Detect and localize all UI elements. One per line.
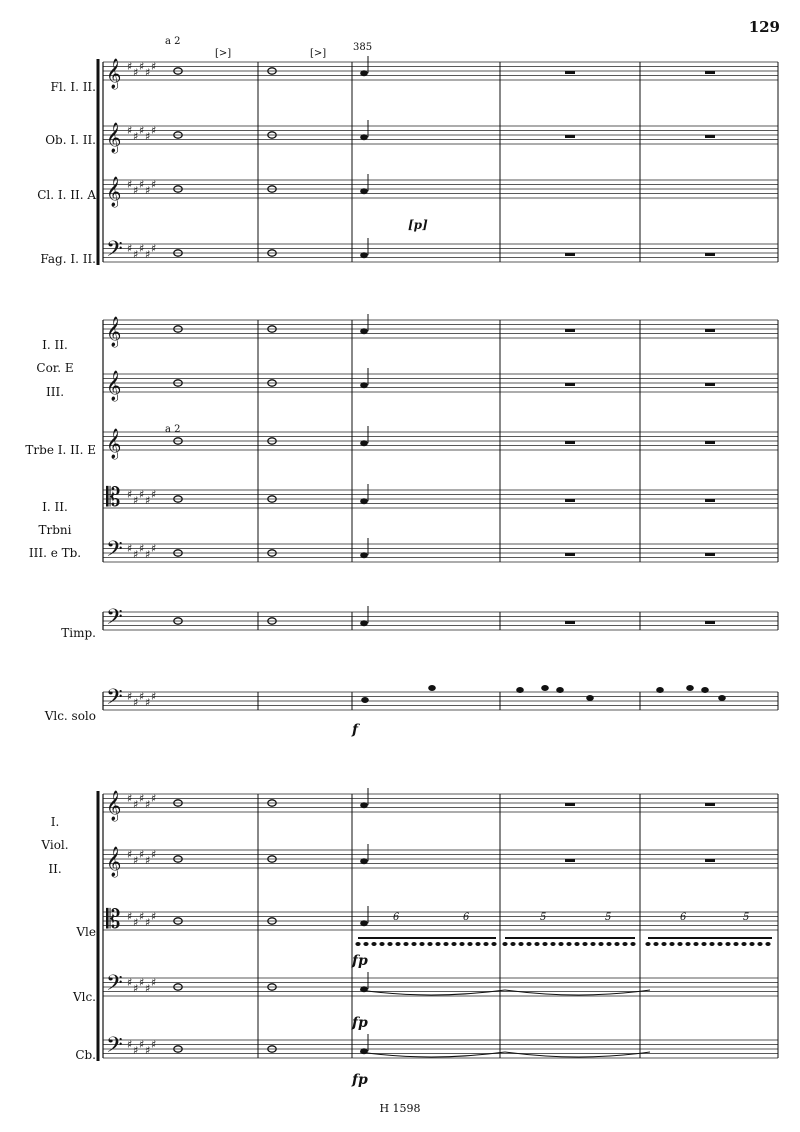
sharp-icon: ♯ [139, 178, 145, 191]
label-bassoons: Fag. I. II. [40, 252, 96, 266]
sharp-icon: ♯ [139, 792, 145, 805]
viola-note [725, 942, 730, 946]
solo-note [541, 685, 549, 691]
viola-note [411, 942, 416, 946]
eighth-note [360, 858, 368, 864]
sharp-icon: ♯ [139, 124, 145, 137]
tuplet-6-b: 6 [463, 912, 470, 923]
tie [360, 1052, 505, 1057]
viola-note [427, 942, 432, 946]
label-flutes: Fl. I. II. [50, 80, 96, 94]
viola-note [542, 942, 547, 946]
dynamic-forte: f [352, 722, 359, 738]
sharp-icon: ♯ [139, 976, 145, 989]
clef-icon: 𝄞 [106, 429, 122, 459]
sharp-icon: ♯ [139, 488, 145, 501]
dynamic-fp-violas: fp [352, 953, 368, 969]
eighth-note [360, 382, 368, 388]
sharp-icon: ♯ [139, 1038, 145, 1051]
sharp-icon: ♯ [127, 124, 133, 137]
viola-note [757, 942, 762, 946]
sharp-icon: ♯ [145, 548, 151, 561]
plate-number: H 1598 [379, 1102, 421, 1115]
viola-note [653, 942, 658, 946]
viola-note [510, 942, 515, 946]
clef-icon: 𝄢 [106, 237, 123, 267]
viola-note [371, 942, 376, 946]
sharp-icon: ♯ [133, 982, 139, 995]
solo-note [586, 695, 594, 701]
whole-rest-icon [565, 621, 575, 624]
measure-number: 385 [353, 42, 373, 53]
label-trombones-1-2: I. II. [42, 500, 68, 514]
sharp-icon: ♯ [145, 696, 151, 709]
sharp-icon: ♯ [127, 488, 133, 501]
whole-rest-icon [705, 859, 715, 862]
viola-note [677, 942, 682, 946]
whole-rest-icon [565, 441, 575, 444]
whole-rest-icon [565, 329, 575, 332]
sharp-icon: ♯ [133, 696, 139, 709]
whole-rest-icon [565, 553, 575, 556]
viola-note [459, 942, 464, 946]
label-horns: Cor. E [36, 361, 74, 375]
viola-note [685, 942, 690, 946]
eighth-note [360, 920, 368, 926]
sharp-icon: ♯ [133, 854, 139, 867]
a2-trumpets-mark: a 2 [165, 424, 181, 435]
clef-icon: 𝄡 [106, 483, 121, 513]
sharp-icon: ♯ [133, 548, 139, 561]
viola-note [701, 942, 706, 946]
viola-note [475, 942, 480, 946]
sharp-icon: ♯ [127, 178, 133, 191]
label-cellos: Vlc. [72, 990, 96, 1004]
sharp-icon: ♯ [151, 976, 157, 989]
sharp-icon: ♯ [127, 848, 133, 861]
whole-rest-icon [705, 553, 715, 556]
tuplet-6-c: 6 [680, 912, 687, 923]
viola-note [419, 942, 424, 946]
solo-note [428, 685, 436, 691]
label-oboes: Ob. I. II. [45, 133, 96, 147]
label-violas: Vle [76, 925, 96, 939]
viola-note [518, 942, 523, 946]
sharp-icon: ♯ [151, 124, 157, 137]
sharp-icon: ♯ [139, 848, 145, 861]
tuplet-5-c: 5 [743, 912, 750, 923]
dynamic-fp-cellos: fp [352, 1015, 368, 1031]
label-trombone-3-tuba: III. e Tb. [28, 546, 82, 560]
label-horn-3: III. [45, 385, 65, 399]
viola-note [693, 942, 698, 946]
eighth-note [360, 620, 368, 626]
viola-note [387, 942, 392, 946]
sharp-icon: ♯ [151, 178, 157, 191]
accent-bracket-1: [>] [215, 48, 232, 59]
sharp-icon: ♯ [133, 798, 139, 811]
viola-note [669, 942, 674, 946]
a2-flutes-mark: a 2 [165, 36, 181, 47]
viola-note [550, 942, 555, 946]
tuplet-6-a: 6 [393, 912, 400, 923]
viola-note [709, 942, 714, 946]
sharp-icon: ♯ [151, 848, 157, 861]
sharp-icon: ♯ [133, 130, 139, 143]
sharp-icon: ♯ [151, 792, 157, 805]
sharp-icon: ♯ [145, 916, 151, 929]
viola-note [582, 942, 587, 946]
label-timpani: Timp. [61, 626, 96, 640]
whole-rest-icon [705, 329, 715, 332]
sharp-icon: ♯ [145, 1044, 151, 1057]
viola-note [614, 942, 619, 946]
viola-note [395, 942, 400, 946]
sharp-icon: ♯ [133, 494, 139, 507]
sharp-icon: ♯ [127, 792, 133, 805]
clef-icon: 𝄢 [106, 537, 123, 567]
piano-bracket-mark: [p] [408, 218, 428, 232]
solo-note [718, 695, 726, 701]
sharp-icon: ♯ [127, 976, 133, 989]
viola-note [598, 942, 603, 946]
label-violin-1: I. [50, 815, 60, 829]
label-horns-1-2: I. II. [42, 338, 68, 352]
viola-note [630, 942, 635, 946]
sharp-icon: ♯ [133, 248, 139, 261]
clef-icon: 𝄞 [106, 791, 122, 821]
viola-note [566, 942, 571, 946]
viola-note [590, 942, 595, 946]
eighth-note [360, 134, 368, 140]
viola-note [749, 942, 754, 946]
label-violins: Viol. [41, 838, 69, 852]
solo-note [516, 687, 524, 693]
label-trumpets: Trbe I. II. E [25, 443, 96, 457]
tie [360, 990, 505, 995]
sharp-icon: ♯ [151, 488, 157, 501]
solo-note [361, 697, 369, 703]
viola-note [606, 942, 611, 946]
clef-icon: 𝄞 [106, 59, 122, 89]
solo-note [701, 687, 709, 693]
sharp-icon: ♯ [151, 60, 157, 73]
sharp-icon: ♯ [133, 1044, 139, 1057]
whole-rest-icon [565, 253, 575, 256]
viola-note [502, 942, 507, 946]
eighth-note [360, 802, 368, 808]
sharp-icon: ♯ [127, 542, 133, 555]
clef-icon: 𝄢 [106, 685, 123, 715]
sharp-icon: ♯ [127, 60, 133, 73]
sharp-icon: ♯ [145, 798, 151, 811]
page-number: 129 [748, 18, 780, 36]
label-cello-solo: Vlc. solo [44, 709, 96, 723]
whole-rest-icon [705, 253, 715, 256]
clef-icon: 𝄞 [106, 177, 122, 207]
whole-rest-icon [705, 383, 715, 386]
sharp-icon: ♯ [151, 690, 157, 703]
clef-icon: 𝄢 [106, 605, 123, 635]
viola-note [717, 942, 722, 946]
viola-note [622, 942, 627, 946]
viola-note [435, 942, 440, 946]
sharp-icon: ♯ [139, 910, 145, 923]
solo-note [686, 685, 694, 691]
sharp-icon: ♯ [127, 242, 133, 255]
sharp-icon: ♯ [145, 184, 151, 197]
eighth-note [360, 328, 368, 334]
viola-note [558, 942, 563, 946]
viola-note [355, 942, 360, 946]
sharp-icon: ♯ [151, 242, 157, 255]
sharp-icon: ♯ [139, 690, 145, 703]
whole-rest-icon [565, 803, 575, 806]
sharp-icon: ♯ [133, 184, 139, 197]
viola-note [379, 942, 384, 946]
tuplet-5-a: 5 [540, 912, 547, 923]
eighth-note [360, 252, 368, 258]
sharp-icon: ♯ [139, 60, 145, 73]
eighth-note [360, 552, 368, 558]
clef-icon: 𝄡 [106, 905, 121, 935]
eighth-note [360, 498, 368, 504]
label-violin-2: II. [48, 862, 62, 876]
viola-note [765, 942, 770, 946]
sharp-icon: ♯ [145, 130, 151, 143]
solo-note [556, 687, 564, 693]
viola-note [443, 942, 448, 946]
whole-rest-icon [565, 859, 575, 862]
viola-note [661, 942, 666, 946]
sharp-icon: ♯ [151, 1038, 157, 1051]
sharp-icon: ♯ [145, 248, 151, 261]
viola-note [741, 942, 746, 946]
clef-icon: 𝄞 [106, 123, 122, 153]
whole-rest-icon [565, 383, 575, 386]
whole-rest-icon [705, 71, 715, 74]
sharp-icon: ♯ [145, 66, 151, 79]
sharp-icon: ♯ [145, 854, 151, 867]
viola-note [363, 942, 368, 946]
viola-note [534, 942, 539, 946]
sharp-icon: ♯ [127, 1038, 133, 1051]
tie [505, 1052, 650, 1057]
eighth-note [360, 440, 368, 446]
whole-rest-icon [705, 621, 715, 624]
viola-note [403, 942, 408, 946]
viola-note [733, 942, 738, 946]
sharp-icon: ♯ [127, 910, 133, 923]
viola-note [467, 942, 472, 946]
label-basses: Cb. [75, 1048, 96, 1062]
viola-note [645, 942, 650, 946]
eighth-note [360, 70, 368, 76]
sharp-icon: ♯ [139, 242, 145, 255]
dynamic-fp-basses: fp [352, 1072, 368, 1088]
whole-rest-icon [705, 499, 715, 502]
eighth-note [360, 188, 368, 194]
whole-rest-icon [705, 803, 715, 806]
clef-icon: 𝄞 [106, 371, 122, 401]
whole-rest-icon [705, 441, 715, 444]
whole-rest-icon [565, 135, 575, 138]
tie [505, 990, 650, 995]
sharp-icon: ♯ [151, 910, 157, 923]
whole-rest-icon [705, 135, 715, 138]
sharp-icon: ♯ [145, 982, 151, 995]
solo-note [656, 687, 664, 693]
label-clarinets: Cl. I. II. A [37, 188, 96, 202]
viola-note [483, 942, 488, 946]
whole-rest-icon [565, 499, 575, 502]
accent-bracket-2: [>] [310, 48, 327, 59]
label-trombones: Trbni [38, 523, 72, 537]
clef-icon: 𝄢 [106, 971, 123, 1001]
clef-icon: 𝄞 [106, 317, 122, 347]
tuplet-5-b: 5 [605, 912, 612, 923]
clef-icon: 𝄞 [106, 847, 122, 877]
sharp-icon: ♯ [133, 66, 139, 79]
sharp-icon: ♯ [151, 542, 157, 555]
sharp-icon: ♯ [145, 494, 151, 507]
clef-icon: 𝄢 [106, 1033, 123, 1063]
viola-note [526, 942, 531, 946]
viola-note [574, 942, 579, 946]
viola-note [491, 942, 496, 946]
sharp-icon: ♯ [133, 916, 139, 929]
viola-note [451, 942, 456, 946]
whole-rest-icon [565, 71, 575, 74]
sharp-icon: ♯ [127, 690, 133, 703]
sharp-icon: ♯ [139, 542, 145, 555]
